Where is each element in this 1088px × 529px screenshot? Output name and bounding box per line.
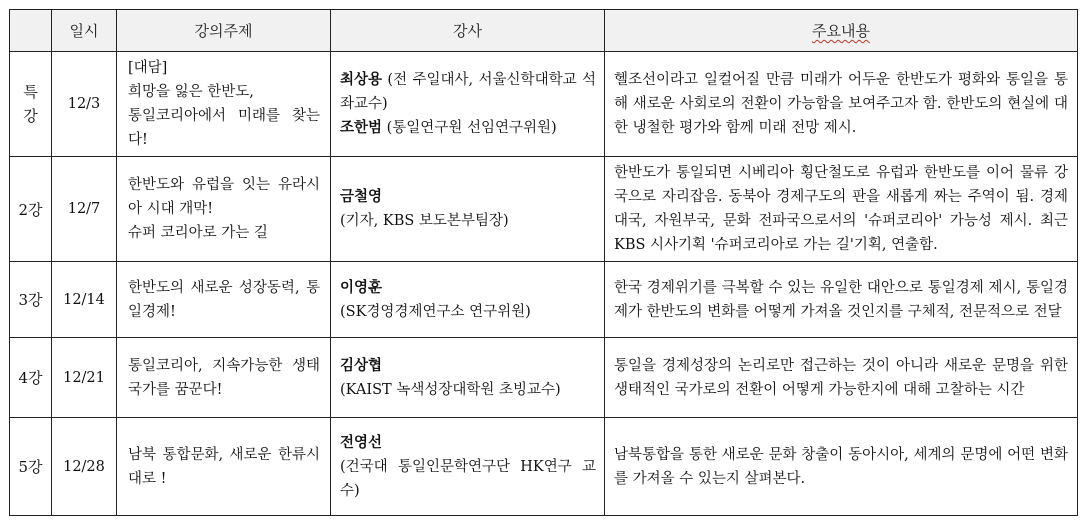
row-topic-cell: [117, 338, 331, 418]
row-content: 헬조선이라고 일컬어질 만큼 미래가 어두운 한반도가 평화와 통일을 통해 새로운 사회로의 전환이 가능함을 보여주고자 함. 한반도의 현실에 대한 냉철한 평가와 함께 미래 전망 제시.: [614, 72, 1068, 136]
row-lecturer-cell: [331, 262, 605, 338]
row-kind: 2강: [10, 157, 52, 262]
row-lecturer-cell: [331, 338, 605, 418]
row-topic-cell: [117, 157, 331, 262]
header-row: [10, 10, 1078, 52]
row-topic: 한반도의 새로운 성장동력, 통일경제!: [128, 279, 320, 320]
header-content: [605, 10, 1078, 52]
header-kind: [10, 10, 52, 52]
row-content-cell: [605, 262, 1078, 338]
table-row: [10, 157, 1078, 262]
row-lecturer-cell: [331, 157, 605, 262]
row-date: 12/14: [52, 262, 117, 338]
table-row: [10, 338, 1078, 418]
row-kind-line: 강: [23, 107, 38, 125]
row-content-cell: [605, 157, 1078, 262]
header-date: 일시: [52, 10, 117, 52]
row-kind-line: 특: [23, 83, 38, 101]
row-topic-line: 슈퍼 코리아로 가는 길: [128, 225, 268, 241]
row-content-cell: [605, 418, 1078, 516]
lecturer-name: 금철영: [340, 189, 383, 205]
row-topic-cell: [117, 418, 331, 516]
row-kind: 3강: [10, 262, 52, 338]
row-topic-line: 통일코리아에서 미래를 찾는다!: [128, 108, 320, 148]
lecturer-affiliation: (건국대 통일인문학연구단 HK연구 교수): [340, 458, 596, 499]
header-lecturer: 강사: [331, 10, 605, 52]
row-content: 한국 경제위기를 극복할 수 있는 유일한 대안으로 통일경제 제시, 통일경제가 한반도의 변화를 어떻게 가져올 것인지를 구체적, 전문적으로 전달: [614, 279, 1068, 320]
row-kind: 4강: [10, 338, 52, 418]
row-lecturer-cell: [331, 52, 605, 157]
row-content-cell: [605, 52, 1078, 157]
lecturer-affiliation: (KAIST 녹색성장대학원 초빙교수): [340, 381, 561, 398]
row-topic-line: [대담]: [128, 60, 168, 76]
row-date: 12/21: [52, 338, 117, 418]
lecturer-name: 이영훈: [340, 279, 383, 296]
row-content-cell: [605, 338, 1078, 418]
row-kind: 5강: [10, 418, 52, 516]
header-content-label: 주요내용: [812, 22, 870, 40]
row-content: 남북통합을 통한 새로운 문화 창출이 동아시아, 세계의 문명에 어떤 변화를 가져올 수 있는지 살펴본다.: [614, 446, 1068, 487]
table-row: [10, 262, 1078, 338]
row-topic-cell: [117, 262, 331, 338]
lecturer-affiliation: (SK경영경제연구소 연구위원): [340, 303, 531, 320]
row-topic: 통일코리아, 지속가능한 생태국가를 꿈꾼다!: [128, 357, 320, 398]
lecturer-affiliation: (통일연구원 선임연구위원): [382, 120, 557, 136]
row-topic-line: 희망을 잃은 한반도,: [128, 84, 254, 100]
lecturer-affiliation: (전 주일대사, 서울신학대학교 석좌교수): [340, 72, 596, 112]
row-content: 통일을 경제성장의 논리로만 접근하는 것이 아니라 새로운 문명을 위한 생태적인 국가로의 전환이 어떻게 가능한지에 대해 고찰하는 시간: [614, 357, 1068, 398]
row-kind-cell: [10, 52, 52, 157]
row-topic: 남북 통합문화, 새로운 한류시대로 !: [128, 446, 320, 487]
row-date: 12/28: [52, 418, 117, 516]
table-row: [10, 418, 1078, 516]
lecturer-name: 조한범: [340, 120, 383, 136]
header-topic: 강의주제: [117, 10, 331, 52]
lecturer-affiliation: (기자, KBS 보도본부팀장): [340, 213, 509, 229]
row-topic-cell: [117, 52, 331, 157]
row-date: 12/3: [52, 52, 117, 157]
lecture-schedule-table: [9, 9, 1078, 516]
lecturer-name: 최상용: [340, 72, 383, 88]
lecturer-name: 김상협: [340, 357, 383, 374]
row-lecturer-cell: [331, 418, 605, 516]
table-row: [10, 52, 1078, 157]
lecturer-name: 전영선: [340, 434, 383, 451]
row-date: 12/7: [52, 157, 117, 262]
row-content: 한반도가 통일되면 시베리아 횡단철도로 유럽과 한반도를 이어 물류 강국으로 자리잡음. 동북아 경제구도의 판을 새롭게 짜는 주역이 됨. 경제대국, 자원부국, 문화 전파국으로서의 '슈퍼코리아' 가능성 제시. 최근 KBS 시사기획 '슈퍼코리아로 가는 길'기획, 연출함.: [614, 165, 1068, 253]
row-topic-line: 한반도와 유럽을 잇는 유라시아 시대 개막!: [128, 177, 320, 217]
